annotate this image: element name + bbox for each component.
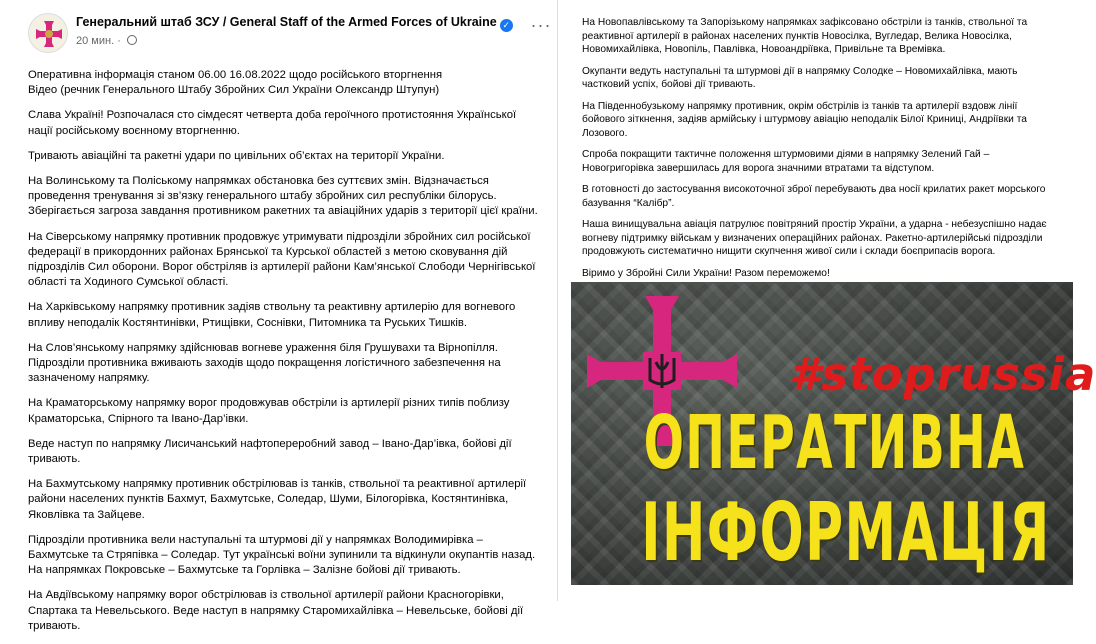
post-paragraph: На Слов’янському напрямку здійснював вогневе ураження біля Грушувахи та Вірнопілля. Підрозділи противника вживають заходів щодо покращення логістичного забезпечення на зазначеному напрямку. bbox=[28, 341, 501, 385]
post-paragraph: Спроба покращити тактичне положення штурмовими діями в напрямку Зелений Гай – Новогригорівка завершилась для ворога значними втратами та відступом. bbox=[582, 149, 990, 174]
post-paragraph: На Новопавлівському та Запорізькому напрямках зафіксовано обстріли із танків, ствольної та реактивної артилерії в районах населених пунктів Новосілка, Вугледар, Велика Новосілка, Новомихайлівка, Новопіль, Павлівка, Новоандріївка, Привільне та Времівка. bbox=[582, 17, 1028, 55]
post-paragraph: На Сіверському напрямку противник продовжує утримувати підрозділи збройних сил російської федерації в прикордонних районах Брянської та Курської областей з метою сковування дій підрозділів Сил оборони. Ворог обстріляв із артилерії райони Кам’янської Слободи Чернігівської області та Ходиного Сумської області. bbox=[28, 230, 536, 289]
post-paragraph: Оперативна інформація станом 06.00 16.08.2022 щодо російського вторгнення Відео (речник Генерального Штабу Збройних Сил України Олександр Штупун) bbox=[28, 69, 443, 97]
post-paragraph: Наша винищувальна авіація патрулює повітряний простір України, а ударна - небезуспішно надає вогневу підтримку військам у визначених операційних районах. Ракетно-артилерійські підрозділи продовжують систематично нищити скупчення живої сили і склади боєприпасів ворога. bbox=[582, 219, 1047, 257]
banner-headline-line1: ОПЕРАТИВНА bbox=[643, 400, 1026, 486]
post-paragraph: На Бахмутському напрямку противник обстрілював із танків, ствольної та реактивної артилерії райони населених пунктів Бахмут, Бахмутське, Соледар, Шуми, Білогорівка, Костянтинівка, Яковлівка та Зайцеве. bbox=[28, 478, 527, 521]
post-paragraph: На Південнобузькому напрямку противник, окрім обстрілів із танків та артилерії вздовж лінії бойового зіткнення, задіяв армійську і штурмову авіацію неподалік Білої Криниці, Андріївки та Лозового. bbox=[582, 100, 1027, 139]
post-body bbox=[28, 68, 538, 644]
post-paragraph: Окупанти ведуть наступальні та штурмові дії в напрямку Солодке – Новомихайлівка, мають частковий успіх, бойові дії тривають. bbox=[582, 65, 1018, 90]
post-paragraph: На Харківському напрямку противник задіяв ствольну та реактивну артилерію для вогневого впливу неподалік Костянтинівки, Ртищівки, Соснівки, Питомника та Руських Тишків. bbox=[28, 301, 516, 329]
post-paragraph: Слава Україні! Розпочалася сто сімдесят четверта доба героїчного протистояння Української нації російському воєнному вторгненню. bbox=[28, 109, 517, 137]
post-image-banner[interactable] bbox=[571, 282, 1096, 585]
post-left-column bbox=[18, 0, 558, 632]
post-paragraph: Підрозділи противника вели наступальні та штурмові дії у напрямках Володимирівка – Бахмутське та Стряпівка – Соледар. Тут українські воїни зупинили та відкинули окупантів назад. На напрямках Покровське – Бахмутське та Горлівка – Залізне бойові дії тривають. bbox=[28, 533, 536, 577]
stoprussia-hashtag: #stoprussia bbox=[789, 348, 1096, 401]
post-paragraph: В готовності до застосування високоточної зброї перебувають два носії крилатих ракет морського базування “Калібр”. bbox=[582, 184, 1046, 209]
post-paragraph: На Краматорському напрямку ворог продовжував обстріли із артилерії різних типів поблизу Краматорська, Спірного та Івано-Дар’івки. bbox=[28, 397, 510, 425]
author-link[interactable] bbox=[76, 15, 513, 32]
post-paragraph: На Авдіївському напрямку ворог обстрілював із ствольної артилерії райони Красногорівки, Спартака та Невельського. Веде наступ в напрямку Старомихайлівка – Невельське, бойові дії тривають. bbox=[28, 589, 524, 632]
cross-emblem-icon bbox=[29, 14, 69, 54]
globe-icon bbox=[127, 35, 137, 45]
post-time[interactable]: 20 мин. bbox=[76, 35, 115, 47]
verified-icon: ✓ bbox=[500, 19, 513, 32]
post-meta bbox=[76, 35, 137, 47]
more-options-button[interactable] bbox=[526, 13, 556, 43]
author-name[interactable]: Генеральний штаб ЗСУ / General Staff of the Armed Forces of Ukraine bbox=[76, 15, 497, 29]
ellipsis-icon: ··· bbox=[530, 15, 552, 35]
post-paragraph: Тривають авіаційні та ракетні удари по цивільних об’єктах на території України. bbox=[28, 149, 445, 162]
banner-headline-line2: ІНФОРМАЦІЯ bbox=[641, 486, 1051, 579]
post-paragraph: Віримо у Збройні Сили України! Разом переможемо! bbox=[582, 267, 830, 279]
post-paragraph: Веде наступ по напрямку Лисичанський нафтопереробний завод – Івано-Дар’івка, бойові дії тривають. bbox=[28, 437, 512, 466]
post-header bbox=[28, 13, 552, 57]
post-paragraph: На Волинському та Поліському напрямках обстановка без суттєвих змін. Відзначається проведення тренування зі зв’язку генерального штабу збройних сил республіки білорусь. Зберігається загроза завдання противником ракетних та авіаційних ударів з території цієї країни. bbox=[28, 175, 538, 218]
page-avatar[interactable] bbox=[28, 13, 68, 53]
meta-separator: · bbox=[117, 35, 121, 47]
post-continuation bbox=[582, 16, 1062, 288]
